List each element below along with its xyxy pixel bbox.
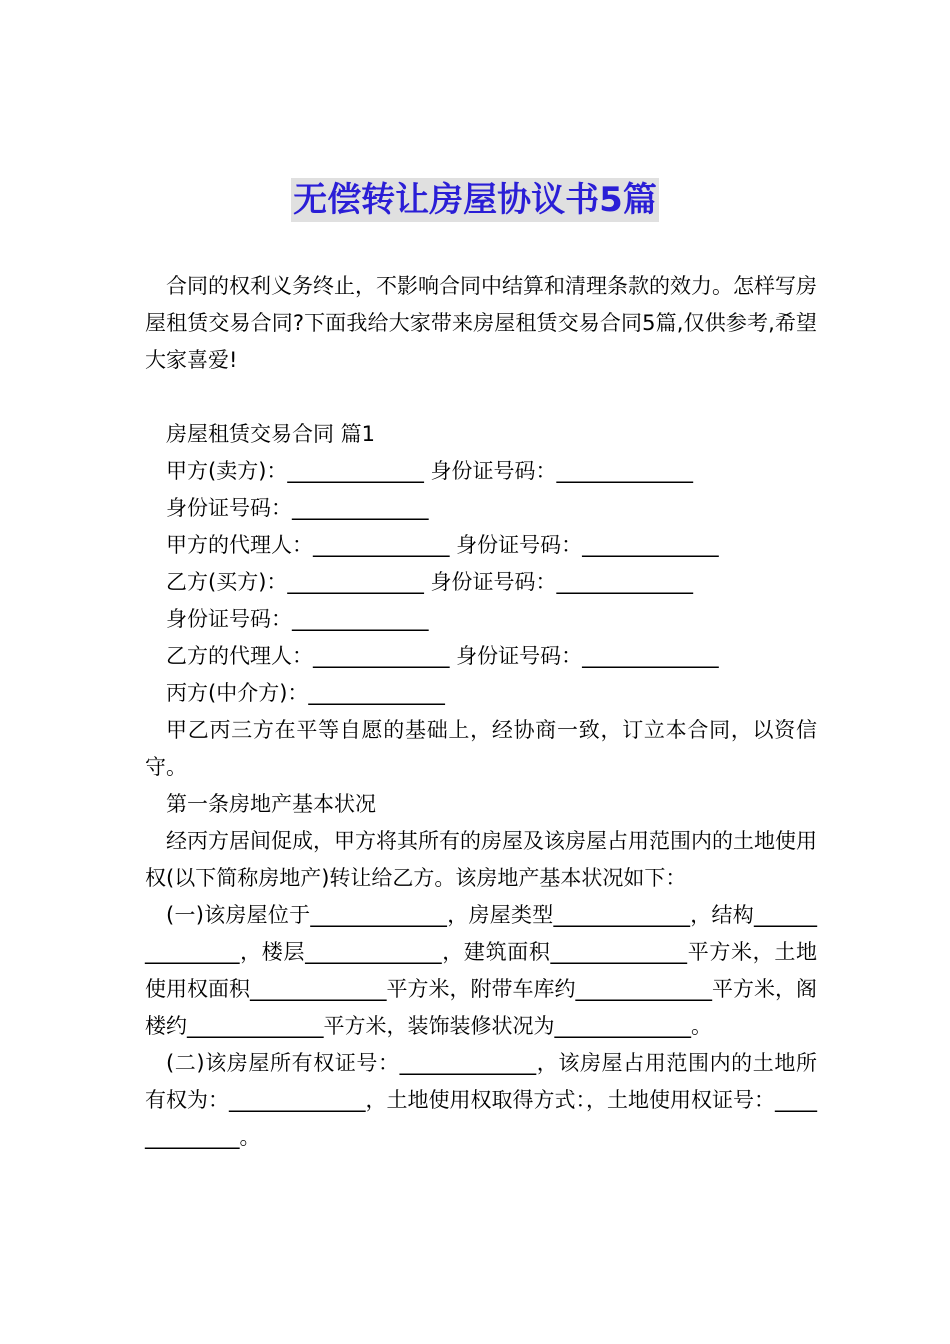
article1-heading: 第一条房地产基本状况 bbox=[166, 792, 376, 816]
party-line-seller: 甲方(卖方)：_____________ 身份证号码：_____________ bbox=[166, 459, 694, 483]
intro-paragraph: 合同的权利义务终止，不影响合同中结算和清理条款的效力。怎样写房屋租赁交易合同?下面我给大家带来房屋租赁交易合同5篇,仅供参考,希望大家喜爱! bbox=[145, 274, 817, 372]
section-heading: 房屋租赁交易合同 篇1 bbox=[166, 422, 376, 446]
article1-paragraph: 经丙方居间促成，甲方将其所有的房屋及该房屋占用范围内的土地使用权(以下简称房地产)转让给乙方。该房地产基本状况如下： bbox=[145, 829, 817, 890]
party-line-buyer-agent: 乙方的代理人：_____________ 身份证号码：_____________ bbox=[166, 644, 719, 668]
clause1-paragraph: (一)该房屋位于_____________，房屋类型_____________，结构_______________，楼层_____________，建筑面积_____________平方米，土地使用权面积_____________平方米，附带车库约_____________平方米，阁楼约_____________平方米，装饰装修状况为_____________。 bbox=[145, 903, 817, 1038]
clause2-paragraph: (二)该房屋所有权证号：_____________，该房屋占用范围内的土地所有权为：_____________，土地使用权取得方式：，土地使用权证号：_____________。 bbox=[145, 1051, 817, 1149]
party-line-seller-agent: 甲方的代理人：_____________ 身份证号码：_____________ bbox=[166, 533, 719, 557]
party-line-buyer: 乙方(买方)：_____________ 身份证号码：_____________ bbox=[166, 570, 694, 594]
party-line-buyer-id: 身份证号码：_____________ bbox=[166, 607, 429, 631]
party-line-seller-id: 身份证号码：_____________ bbox=[166, 496, 429, 520]
document-title bbox=[0, 178, 950, 222]
document-body bbox=[145, 268, 817, 1156]
blank-line bbox=[145, 379, 817, 416]
agreement-paragraph: 甲乙丙三方在平等自愿的基础上，经协商一致，订立本合同，以资信守。 bbox=[145, 718, 817, 779]
title-text: 无偿转让房屋协议书5篇 bbox=[293, 180, 657, 220]
party-line-agency: 丙方(中介方)：_____________ bbox=[166, 681, 445, 705]
